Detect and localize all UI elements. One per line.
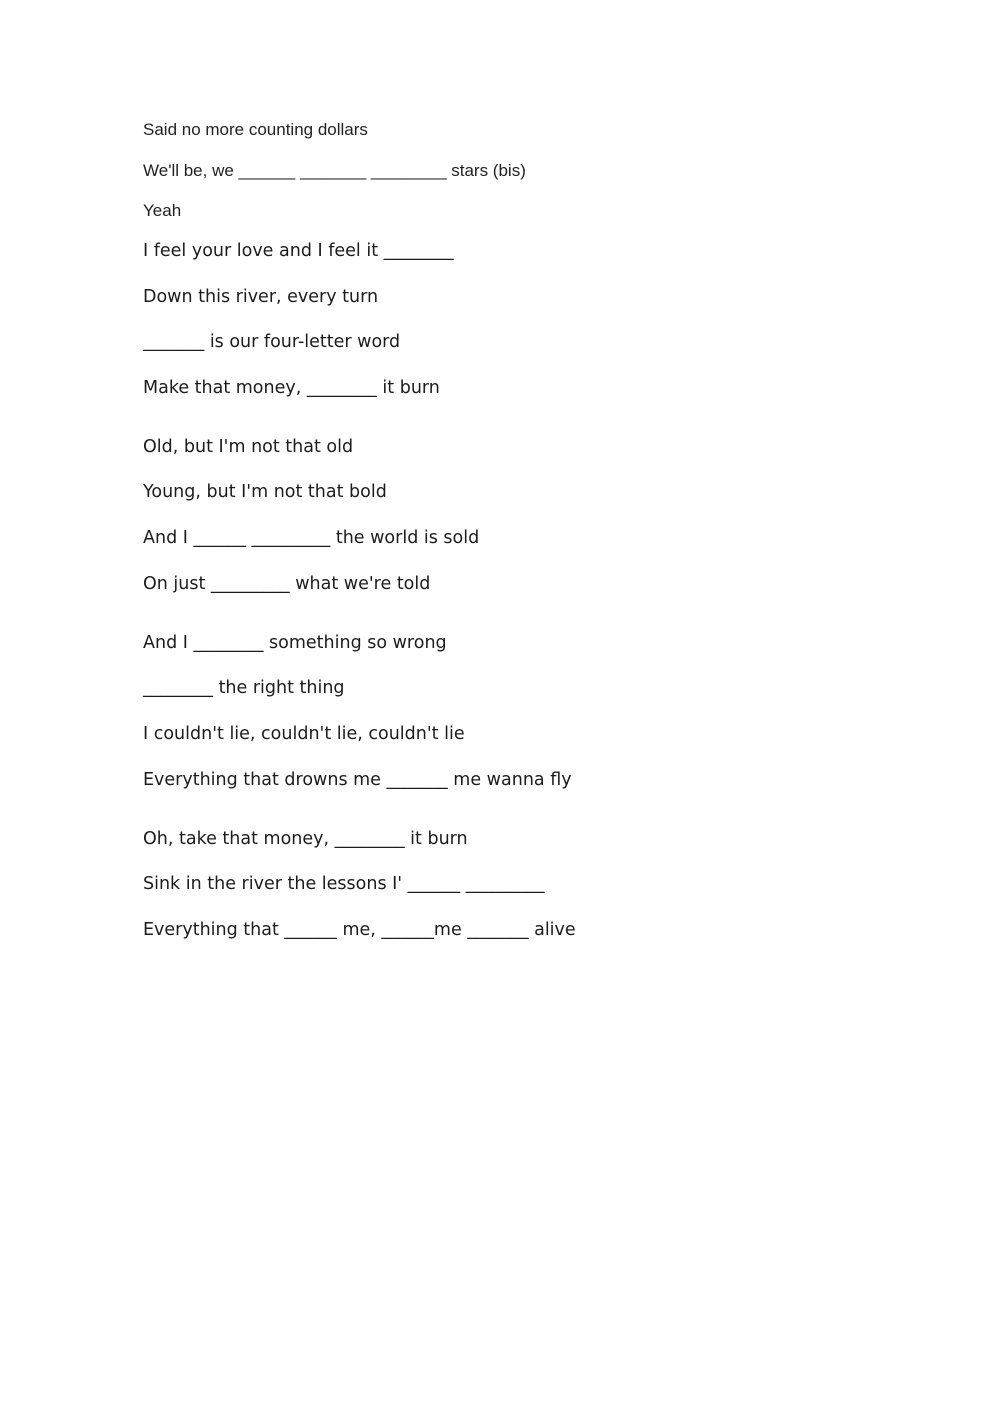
lyric-line: And I ______ _________ the world is sold xyxy=(143,528,480,548)
lyric-line: Everything that drowns me _______ me wanna fly xyxy=(143,770,572,790)
lyric-line: Said no more counting dollars xyxy=(143,120,368,139)
lyric-line: Oh, take that money, ________ it burn xyxy=(143,829,468,849)
lyric-line: Down this river, every turn xyxy=(143,287,379,307)
lyric-line: I feel your love and I feel it ________ xyxy=(143,241,454,261)
lyric-line: Everything that ______ me, ______me _______ alive xyxy=(143,920,576,940)
lyric-line: Sink in the river the lessons I' ______ _________ xyxy=(143,874,545,894)
lyric-line: Make that money, ________ it burn xyxy=(143,378,440,398)
lyric-line: I couldn't lie, couldn't lie, couldn't lie xyxy=(143,724,465,744)
lyric-line: Young, but I'm not that bold xyxy=(143,482,387,502)
lyric-line: We'll be, we ______ _______ ________ stars (bis) xyxy=(143,161,526,180)
lyric-line: Yeah xyxy=(143,201,182,220)
lyric-line: _______ is our four-letter word xyxy=(143,332,401,352)
lyric-line: On just _________ what we're told xyxy=(143,574,431,594)
lyric-line: Old, but I'm not that old xyxy=(143,437,354,457)
lyric-line: ________ the right thing xyxy=(143,678,345,698)
lyric-line: And I ________ something so wrong xyxy=(143,633,447,653)
